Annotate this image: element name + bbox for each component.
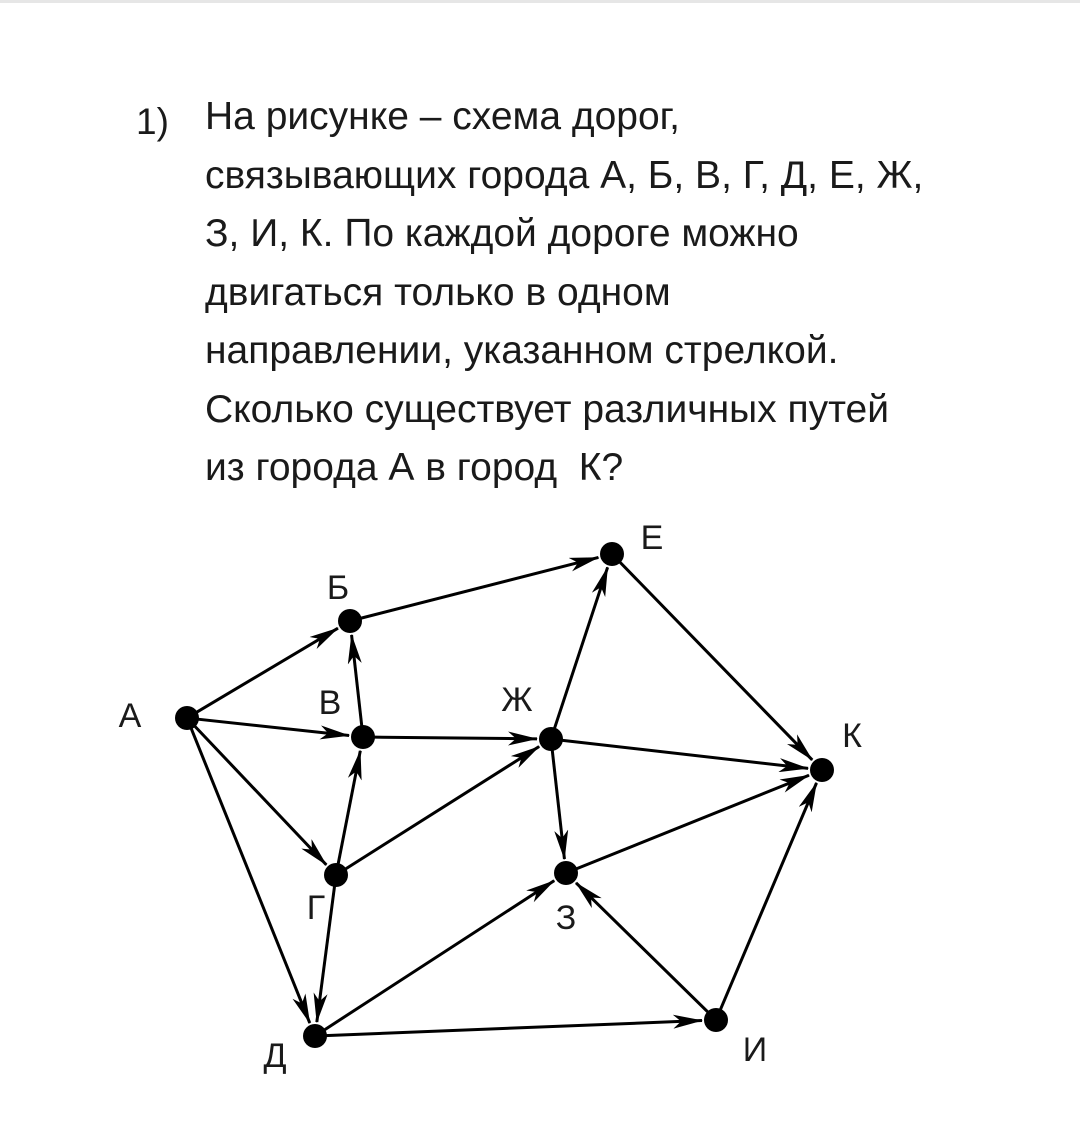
task-block	[0, 0, 1080, 500]
edge-I-K	[718, 783, 817, 1016]
node-E	[600, 542, 624, 566]
node-label-I: И	[742, 1030, 768, 1069]
edge-Zh-Z	[551, 743, 564, 859]
task-text-line: из города А в город К?	[205, 446, 624, 489]
node-Z	[554, 861, 578, 885]
edge-V-Zh	[367, 737, 537, 739]
edge-B-E	[354, 557, 599, 620]
node-A	[175, 706, 199, 730]
node-label-A: А	[118, 696, 142, 735]
edge-Z-K	[570, 775, 809, 871]
edge-G-V	[337, 751, 361, 871]
task-text-line: Сколько существует различных путей	[205, 387, 889, 431]
node-label-K: К	[842, 716, 862, 755]
node-label-V: В	[318, 683, 342, 722]
edge-A-D	[188, 722, 309, 1023]
edges-layer	[188, 557, 816, 1036]
edge-E-K	[615, 557, 812, 760]
edge-V-B	[352, 635, 363, 733]
node-Zh	[539, 727, 563, 751]
task-text-line: двигаться только в одном	[205, 270, 671, 314]
edge-G-Zh	[339, 746, 539, 872]
task-text-line: На рисунке – схема дорог,	[205, 95, 680, 138]
node-label-Zh: Ж	[501, 680, 533, 719]
task-number: 1)	[136, 101, 169, 142]
edge-A-B	[190, 628, 338, 716]
edge-Zh-K	[555, 739, 808, 768]
node-I	[704, 1008, 728, 1032]
node-label-E: Е	[640, 518, 664, 557]
edge-I-Z	[576, 883, 713, 1017]
node-label-G: Г	[306, 888, 326, 927]
edge-Zh-E	[552, 567, 607, 735]
node-K	[810, 758, 834, 782]
node-B	[338, 609, 362, 633]
edge-A-G	[190, 721, 327, 865]
node-V	[351, 725, 375, 749]
edge-D-Z	[318, 881, 554, 1034]
edge-D-I	[319, 1021, 702, 1036]
road-graph-diagram	[0, 500, 1080, 1100]
node-label-B: Б	[326, 568, 350, 607]
task-text	[205, 88, 1005, 498]
node-label-D: Д	[263, 1036, 287, 1075]
node-G	[324, 863, 348, 887]
task-text-line: связывающих города А, Б, В, Г, Д, Е, Ж,	[205, 153, 924, 197]
node-label-Z: З	[555, 898, 577, 937]
labels-layer	[119, 519, 862, 1075]
node-D	[303, 1024, 327, 1048]
task-text-line: направлении, указанном стрелкой.	[205, 329, 839, 372]
task-text-line: З, И, К. По каждой дороге можно	[205, 212, 799, 255]
